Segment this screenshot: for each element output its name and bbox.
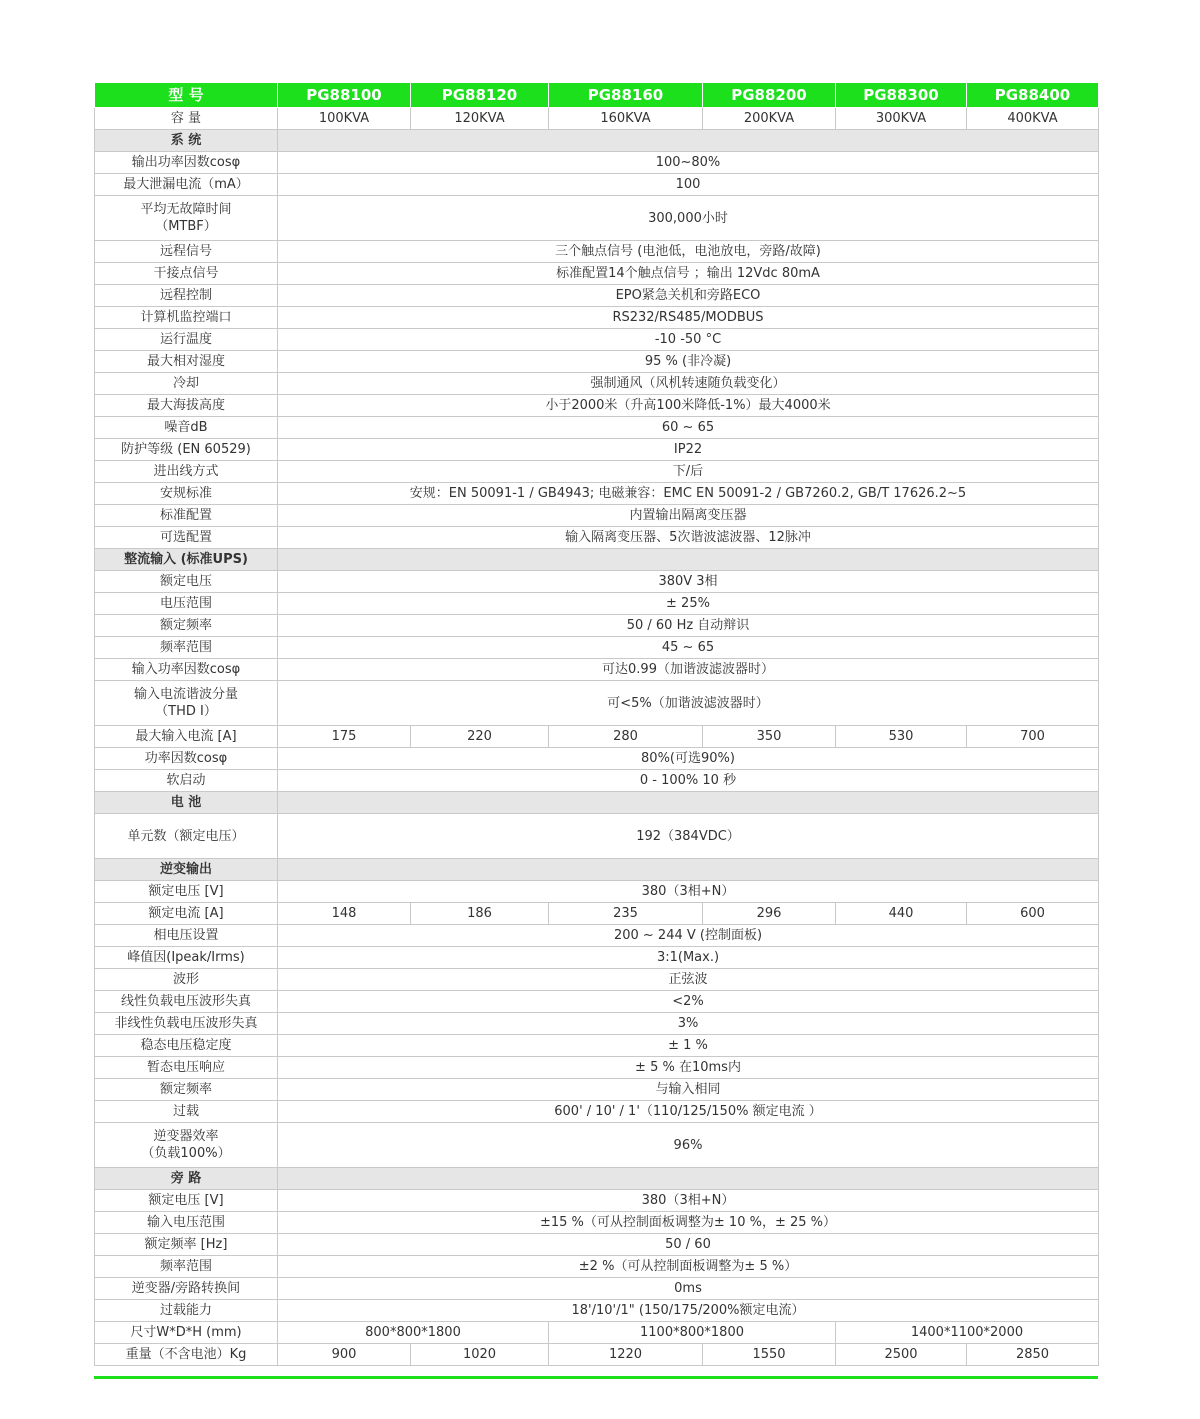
spec-row — [95, 108, 1099, 130]
spec-value: 强制通风（风机转速随负载变化） — [278, 373, 1099, 395]
spec-value: 192（384VDC） — [278, 814, 1099, 859]
spec-value-cell: 1550 — [703, 1344, 836, 1366]
spec-label: 进出线方式 — [95, 461, 278, 483]
spec-value: 3:1(Max.) — [278, 947, 1099, 969]
spec-label: 输入功率因数cosφ — [95, 659, 278, 681]
spec-value-cell: 300KVA — [836, 108, 967, 130]
spec-value: -10 -50 °C — [278, 329, 1099, 351]
spec-value-pair: 1100*800*1800 — [549, 1322, 836, 1344]
spec-value: ±15 %（可从控制面板调整为± 10 %，± 25 %） — [278, 1212, 1099, 1234]
spec-value: 标准配置14个触点信号 ；输出 12Vdc 80mA — [278, 263, 1099, 285]
spec-value: 300,000小时 — [278, 196, 1099, 241]
spec-value: 3% — [278, 1013, 1099, 1035]
model-col-3: PG88160 — [549, 83, 703, 108]
spec-value: 45 ~ 65 — [278, 637, 1099, 659]
spec-label: 远程控制 — [95, 285, 278, 307]
spec-value: 可<5%（加谐波滤波器时） — [278, 681, 1099, 726]
spec-value: 50 / 60 Hz 自动辩识 — [278, 615, 1099, 637]
spec-label: 非线性负载电压波形失真 — [95, 1013, 278, 1035]
spec-value: 三个触点信号 (电池低，电池放电，旁路/故障) — [278, 241, 1099, 263]
section-title: 整流输入 (标准UPS) — [95, 549, 278, 571]
spec-label: 额定频率 — [95, 615, 278, 637]
spec-row — [95, 483, 1099, 505]
spec-label: 过载 — [95, 1101, 278, 1123]
spec-value-cell: 900 — [278, 1344, 411, 1366]
spec-label: 尺寸W*D*H (mm) — [95, 1322, 278, 1344]
spec-value: 100~80% — [278, 152, 1099, 174]
spec-label: 过载能力 — [95, 1300, 278, 1322]
spec-label: 运行温度 — [95, 329, 278, 351]
spec-value: 380（3相+N） — [278, 881, 1099, 903]
spec-label: 稳态电压稳定度 — [95, 1035, 278, 1057]
spec-row — [95, 461, 1099, 483]
section-filler — [278, 792, 1099, 814]
spec-label: 电压范围 — [95, 593, 278, 615]
spec-row — [95, 196, 1099, 241]
spec-label: 额定电压 — [95, 571, 278, 593]
spec-label: 线性负载电压波形失真 — [95, 991, 278, 1013]
section-title: 系 统 — [95, 130, 278, 152]
spec-row — [95, 1035, 1099, 1057]
spec-row — [95, 947, 1099, 969]
spec-row — [95, 174, 1099, 196]
spec-value: 96% — [278, 1123, 1099, 1168]
section-title: 旁 路 — [95, 1168, 278, 1190]
spec-row — [95, 1101, 1099, 1123]
section-title: 电 池 — [95, 792, 278, 814]
spec-value: EPO紧急关机和旁路ECO — [278, 285, 1099, 307]
spec-row — [95, 263, 1099, 285]
spec-row — [95, 373, 1099, 395]
spec-value: RS232/RS485/MODBUS — [278, 307, 1099, 329]
spec-value: ± 1 % — [278, 1035, 1099, 1057]
spec-label: 峰值因(Ipeak/Irms) — [95, 947, 278, 969]
spec-row — [95, 329, 1099, 351]
section-filler — [278, 1168, 1099, 1190]
spec-row — [95, 571, 1099, 593]
spec-value-cell: 1220 — [549, 1344, 703, 1366]
spec-value-cell: 280 — [549, 726, 703, 748]
spec-value: 下/后 — [278, 461, 1099, 483]
spec-label: 额定电流 [A] — [95, 903, 278, 925]
spec-value-cell: 350 — [703, 726, 836, 748]
spec-value-cell: 400KVA — [967, 108, 1099, 130]
spec-table — [94, 82, 1099, 1366]
model-header: 型 号 — [95, 83, 278, 108]
spec-value: 18'/10'/1" (150/175/200%额定电流） — [278, 1300, 1099, 1322]
spec-label: 最大海拔高度 — [95, 395, 278, 417]
spec-value: ±2 %（可从控制面板调整为± 5 %） — [278, 1256, 1099, 1278]
spec-row — [95, 439, 1099, 461]
spec-label: 额定频率 — [95, 1079, 278, 1101]
spec-value-cell: 120KVA — [411, 108, 549, 130]
spec-row — [95, 748, 1099, 770]
model-col-2: PG88120 — [411, 83, 549, 108]
spec-value: 安规：EN 50091-1 / GB4943; 电磁兼容：EMC EN 50091-2 / GB7260.2, GB/T 17626.2~5 — [278, 483, 1099, 505]
spec-row — [95, 681, 1099, 726]
spec-label: 输入电流谐波分量 （THD I） — [95, 681, 278, 726]
bottom-accent-bar — [94, 1376, 1098, 1379]
spec-value: 小于2000米（升高100米降低-1%）最大4000米 — [278, 395, 1099, 417]
spec-label: 波形 — [95, 969, 278, 991]
spec-label: 额定电压 [V] — [95, 881, 278, 903]
model-col-1: PG88100 — [278, 83, 411, 108]
spec-label: 安规标准 — [95, 483, 278, 505]
spec-row — [95, 527, 1099, 549]
spec-value-cell: 148 — [278, 903, 411, 925]
spec-row — [95, 637, 1099, 659]
spec-row — [95, 925, 1099, 947]
spec-value: 600' / 10' / 1'（110/125/150% 额定电流 ） — [278, 1101, 1099, 1123]
spec-value-cell: 100KVA — [278, 108, 411, 130]
spec-value: 80%(可选90%) — [278, 748, 1099, 770]
spec-label: 最大输入电流 [A] — [95, 726, 278, 748]
spec-label: 容 量 — [95, 108, 278, 130]
spec-value: 200 ~ 244 V (控制面板) — [278, 925, 1099, 947]
spec-row — [95, 307, 1099, 329]
spec-value-cell: 2850 — [967, 1344, 1099, 1366]
section-row — [95, 859, 1099, 881]
spec-row — [95, 285, 1099, 307]
spec-value: 380V 3相 — [278, 571, 1099, 593]
spec-value: IP22 — [278, 439, 1099, 461]
spec-row — [95, 1256, 1099, 1278]
spec-value-cell: 2500 — [836, 1344, 967, 1366]
spec-value-cell: 530 — [836, 726, 967, 748]
spec-row — [95, 417, 1099, 439]
spec-value: 正弦波 — [278, 969, 1099, 991]
spec-value-cell: 700 — [967, 726, 1099, 748]
spec-row — [95, 1278, 1099, 1300]
spec-label: 额定频率 [Hz] — [95, 1234, 278, 1256]
spec-label: 标准配置 — [95, 505, 278, 527]
spec-label: 输入电压范围 — [95, 1212, 278, 1234]
spec-label: 可选配置 — [95, 527, 278, 549]
spec-value-cell: 220 — [411, 726, 549, 748]
spec-label: 相电压设置 — [95, 925, 278, 947]
spec-value: 0 - 100% 10 秒 — [278, 770, 1099, 792]
spec-row — [95, 1344, 1099, 1366]
spec-label: 干接点信号 — [95, 263, 278, 285]
model-col-4: PG88200 — [703, 83, 836, 108]
spec-row — [95, 1300, 1099, 1322]
spec-label: 功率因数cosφ — [95, 748, 278, 770]
spec-row — [95, 881, 1099, 903]
spec-label: 暂态电压响应 — [95, 1057, 278, 1079]
spec-value: 内置输出隔离变压器 — [278, 505, 1099, 527]
spec-value: 可达0.99（加谐波滤波器时） — [278, 659, 1099, 681]
spec-label: 逆变器效率 （负载100%） — [95, 1123, 278, 1168]
spec-value: ± 25% — [278, 593, 1099, 615]
spec-value-cell: 296 — [703, 903, 836, 925]
section-row — [95, 130, 1099, 152]
spec-label: 远程信号 — [95, 241, 278, 263]
spec-label: 频率范围 — [95, 1256, 278, 1278]
spec-value: 50 / 60 — [278, 1234, 1099, 1256]
spec-value-pair: 1400*1100*2000 — [836, 1322, 1099, 1344]
spec-label: 计算机监控端口 — [95, 307, 278, 329]
spec-value-cell: 186 — [411, 903, 549, 925]
spec-value: ± 5 % 在10ms内 — [278, 1057, 1099, 1079]
header-row — [95, 83, 1099, 108]
spec-value: 60 ~ 65 — [278, 417, 1099, 439]
spec-label: 重量（不含电池）Kg — [95, 1344, 278, 1366]
spec-label: 逆变器/旁路转换间 — [95, 1278, 278, 1300]
spec-row — [95, 1212, 1099, 1234]
spec-label: 噪音dB — [95, 417, 278, 439]
spec-label: 额定电压 [V] — [95, 1190, 278, 1212]
spec-row — [95, 1079, 1099, 1101]
spec-row — [95, 969, 1099, 991]
spec-row — [95, 814, 1099, 859]
spec-row — [95, 726, 1099, 748]
spec-row — [95, 351, 1099, 373]
spec-value: 输入隔离变压器、5次谐波滤波器、12脉冲 — [278, 527, 1099, 549]
spec-row — [95, 152, 1099, 174]
spec-label: 平均无故障时间 （MTBF） — [95, 196, 278, 241]
spec-value-cell: 200KVA — [703, 108, 836, 130]
spec-value: <2% — [278, 991, 1099, 1013]
spec-value-cell: 440 — [836, 903, 967, 925]
spec-value-pair: 800*800*1800 — [278, 1322, 549, 1344]
spec-label: 防护等级 (EN 60529) — [95, 439, 278, 461]
spec-row — [95, 991, 1099, 1013]
model-col-6: PG88400 — [967, 83, 1099, 108]
spec-row — [95, 1123, 1099, 1168]
spec-value-cell: 600 — [967, 903, 1099, 925]
spec-label: 频率范围 — [95, 637, 278, 659]
spec-value: 380（3相+N） — [278, 1190, 1099, 1212]
spec-value: 95 % (非冷凝) — [278, 351, 1099, 373]
spec-value-cell: 160KVA — [549, 108, 703, 130]
spec-row — [95, 395, 1099, 417]
spec-body — [95, 108, 1099, 1366]
spec-value: 与输入相同 — [278, 1079, 1099, 1101]
section-row — [95, 1168, 1099, 1190]
spec-label: 软启动 — [95, 770, 278, 792]
spec-row — [95, 241, 1099, 263]
spec-row — [95, 1234, 1099, 1256]
spec-label: 冷却 — [95, 373, 278, 395]
spec-row — [95, 615, 1099, 637]
spec-label: 单元数（额定电压） — [95, 814, 278, 859]
spec-value: 0ms — [278, 1278, 1099, 1300]
model-col-5: PG88300 — [836, 83, 967, 108]
spec-value: 100 — [278, 174, 1099, 196]
section-row — [95, 549, 1099, 571]
spec-row — [95, 659, 1099, 681]
section-filler — [278, 130, 1099, 152]
spec-label: 最大相对湿度 — [95, 351, 278, 373]
spec-row — [95, 770, 1099, 792]
section-filler — [278, 859, 1099, 881]
spec-value-cell: 175 — [278, 726, 411, 748]
spec-row — [95, 1190, 1099, 1212]
section-row — [95, 792, 1099, 814]
spec-row — [95, 903, 1099, 925]
spec-label: 最大泄漏电流（mA） — [95, 174, 278, 196]
spec-value-cell: 1020 — [411, 1344, 549, 1366]
spec-value-cell: 235 — [549, 903, 703, 925]
section-title: 逆变输出 — [95, 859, 278, 881]
spec-label: 输出功率因数cosφ — [95, 152, 278, 174]
spec-row — [95, 1013, 1099, 1035]
spec-row — [95, 1057, 1099, 1079]
spec-row — [95, 593, 1099, 615]
section-filler — [278, 549, 1099, 571]
spec-row — [95, 1322, 1099, 1344]
spec-row — [95, 505, 1099, 527]
